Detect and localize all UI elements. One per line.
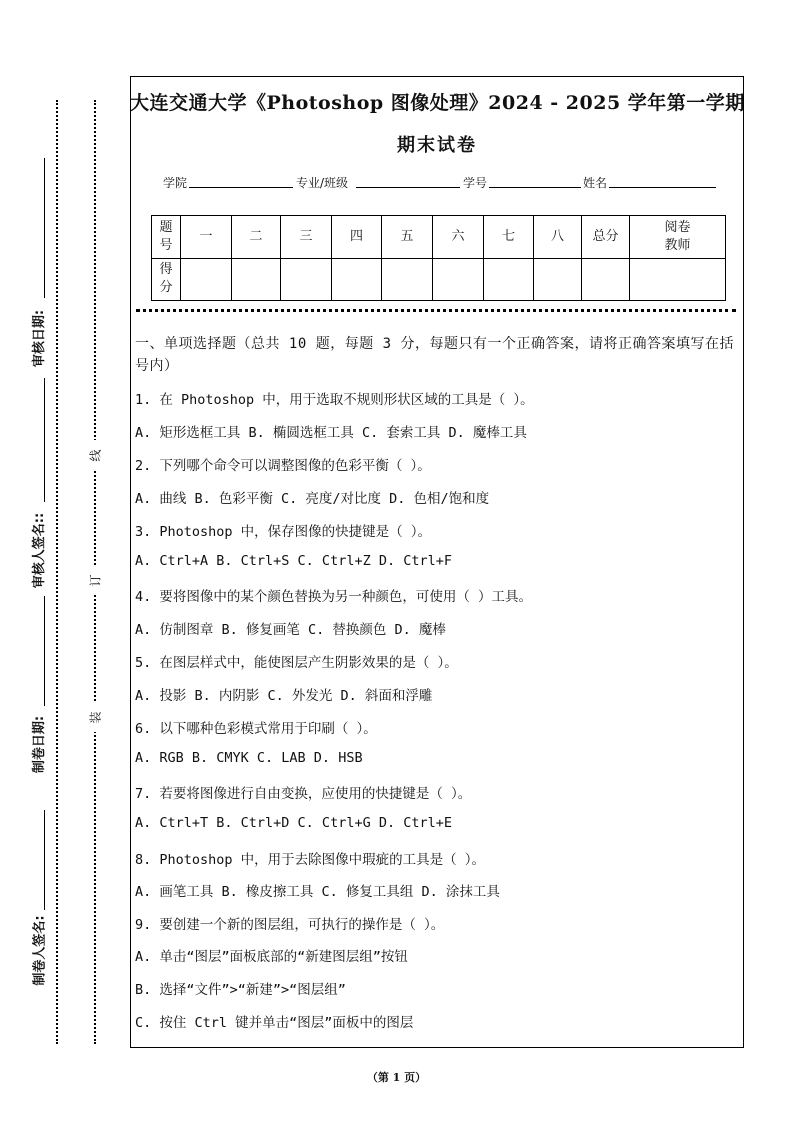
college-label: 学院 xyxy=(163,176,188,190)
question-line: 9. 要创建一个新的图层组，可执行的操作是（ ）。 xyxy=(135,917,445,933)
question-line: 5. 在图层样式中，能使图层产生阴影效果的是（ ）。 xyxy=(135,655,458,671)
options-line: A. 画笔工具 B. 橡皮擦工具 C. 修复工具组 D. 涂抹工具 xyxy=(135,884,500,900)
score-cell[interactable] xyxy=(484,258,534,301)
score-table xyxy=(151,215,726,301)
score-table-score-row xyxy=(152,258,726,301)
make-date-label: 制卷日期: xyxy=(32,715,48,773)
college-field[interactable] xyxy=(189,187,293,188)
options-line: A. Ctrl+T B. Ctrl+D C. Ctrl+G D. Ctrl+E xyxy=(135,815,452,831)
question-line: 2. 下列哪个命令可以调整图像的色彩平衡（ ）。 xyxy=(135,458,431,474)
col-header-total: 总分 xyxy=(582,216,630,259)
reviewer-sign-line xyxy=(44,378,45,502)
reviewer-sign-label: 审核人签名:: xyxy=(32,512,48,588)
options-line: A. Ctrl+A B. Ctrl+S C. Ctrl+Z D. Ctrl+F xyxy=(135,553,452,569)
options-line: A. 单击“图层”面板底部的“新建图层组”按钮 xyxy=(135,949,408,965)
question-line: 3. Photoshop 中，保存图像的快捷键是（ ）。 xyxy=(135,524,432,540)
options-line: A. 矩形选框工具 B. 椭圆选框工具 C. 套索工具 D. 魔棒工具 xyxy=(135,425,527,441)
binding-mark-bind: 订 xyxy=(80,565,110,595)
col-header: 八 xyxy=(534,216,582,259)
col-header: 五 xyxy=(382,216,433,259)
exam-title: 大连交通大学《Photoshop 图像处理》2024 - 2025 学年第一学期 xyxy=(130,92,745,114)
question-line: 7. 若要将图像进行自由变换，应使用的快捷键是（ ）。 xyxy=(135,786,472,802)
exam-subtitle: 期末试卷 xyxy=(397,135,477,156)
score-table-header-row xyxy=(152,216,726,259)
score-cell[interactable] xyxy=(181,258,232,301)
question-line: 1. 在 Photoshop 中，用于选取不规则形状区域的工具是（ ）。 xyxy=(135,392,534,408)
score-cell[interactable] xyxy=(534,258,582,301)
score-cell[interactable] xyxy=(332,258,382,301)
col-header: 三 xyxy=(281,216,332,259)
score-cell[interactable] xyxy=(232,258,281,301)
col-header: 四 xyxy=(332,216,382,259)
maker-sign-label: 制卷人签名: xyxy=(32,914,48,986)
options-line: C. 按住 Ctrl 键并单击“图层”面板中的图层 xyxy=(135,1015,414,1031)
review-date-label: 审核日期: xyxy=(32,309,48,367)
make-date-line xyxy=(44,596,45,706)
col-header: 六 xyxy=(433,216,484,259)
options-line: A. 曲线 B. 色彩平衡 C. 亮度/对比度 D. 色相/饱和度 xyxy=(135,491,490,507)
major-class-field[interactable] xyxy=(356,187,460,188)
name-label: 姓名 xyxy=(583,176,608,190)
score-cell-total[interactable] xyxy=(582,258,630,301)
name-field[interactable] xyxy=(609,187,716,188)
options-line: A. RGB B. CMYK C. LAB D. HSB xyxy=(135,750,363,766)
question-line: 6. 以下哪种色彩模式常用于印刷（ ）。 xyxy=(135,721,377,737)
options-line: A. 投影 B. 内阴影 C. 外发光 D. 斜面和浮雕 xyxy=(135,688,433,704)
review-date-line xyxy=(44,158,45,298)
options-line: B. 选择“文件”>“新建”>“图层组” xyxy=(135,982,346,998)
major-class-label: 专业/班级 xyxy=(296,176,349,190)
row-label-score: 得 分 xyxy=(152,258,181,301)
question-line: 8. Photoshop 中，用于去除图像中瑕疵的工具是（ ）。 xyxy=(135,852,486,868)
options-line: A. 仿制图章 B. 修复画笔 C. 替换颜色 D. 魔棒 xyxy=(135,622,446,638)
col-header: 二 xyxy=(232,216,281,259)
score-cell[interactable] xyxy=(433,258,484,301)
col-header: 一 xyxy=(181,216,232,259)
section-divider xyxy=(136,309,736,312)
question-line: 4. 要将图像中的某个颜色替换为另一种颜色，可使用（ ）工具。 xyxy=(135,589,533,605)
binding-mark-seal: 装 xyxy=(80,702,110,732)
score-cell[interactable] xyxy=(382,258,433,301)
col-header: 七 xyxy=(484,216,534,259)
row-label-question: 题 号 xyxy=(152,216,181,259)
score-cell[interactable] xyxy=(281,258,332,301)
page-number: （第 1 页） xyxy=(366,1071,427,1084)
binding-line-outer xyxy=(56,100,58,1044)
binding-mark-line: 线 xyxy=(80,440,110,470)
col-header-reviewer: 阅卷 教师 xyxy=(630,216,726,259)
student-id-label: 学号 xyxy=(463,176,488,190)
maker-sign-line xyxy=(44,810,45,910)
student-id-field[interactable] xyxy=(489,187,581,188)
score-cell-reviewer[interactable] xyxy=(630,258,726,301)
section-heading: 一、单项选择题（总共 10 题，每题 3 分，每题只有一个正确答案，请将正确答案填写在括号内） xyxy=(135,336,734,374)
